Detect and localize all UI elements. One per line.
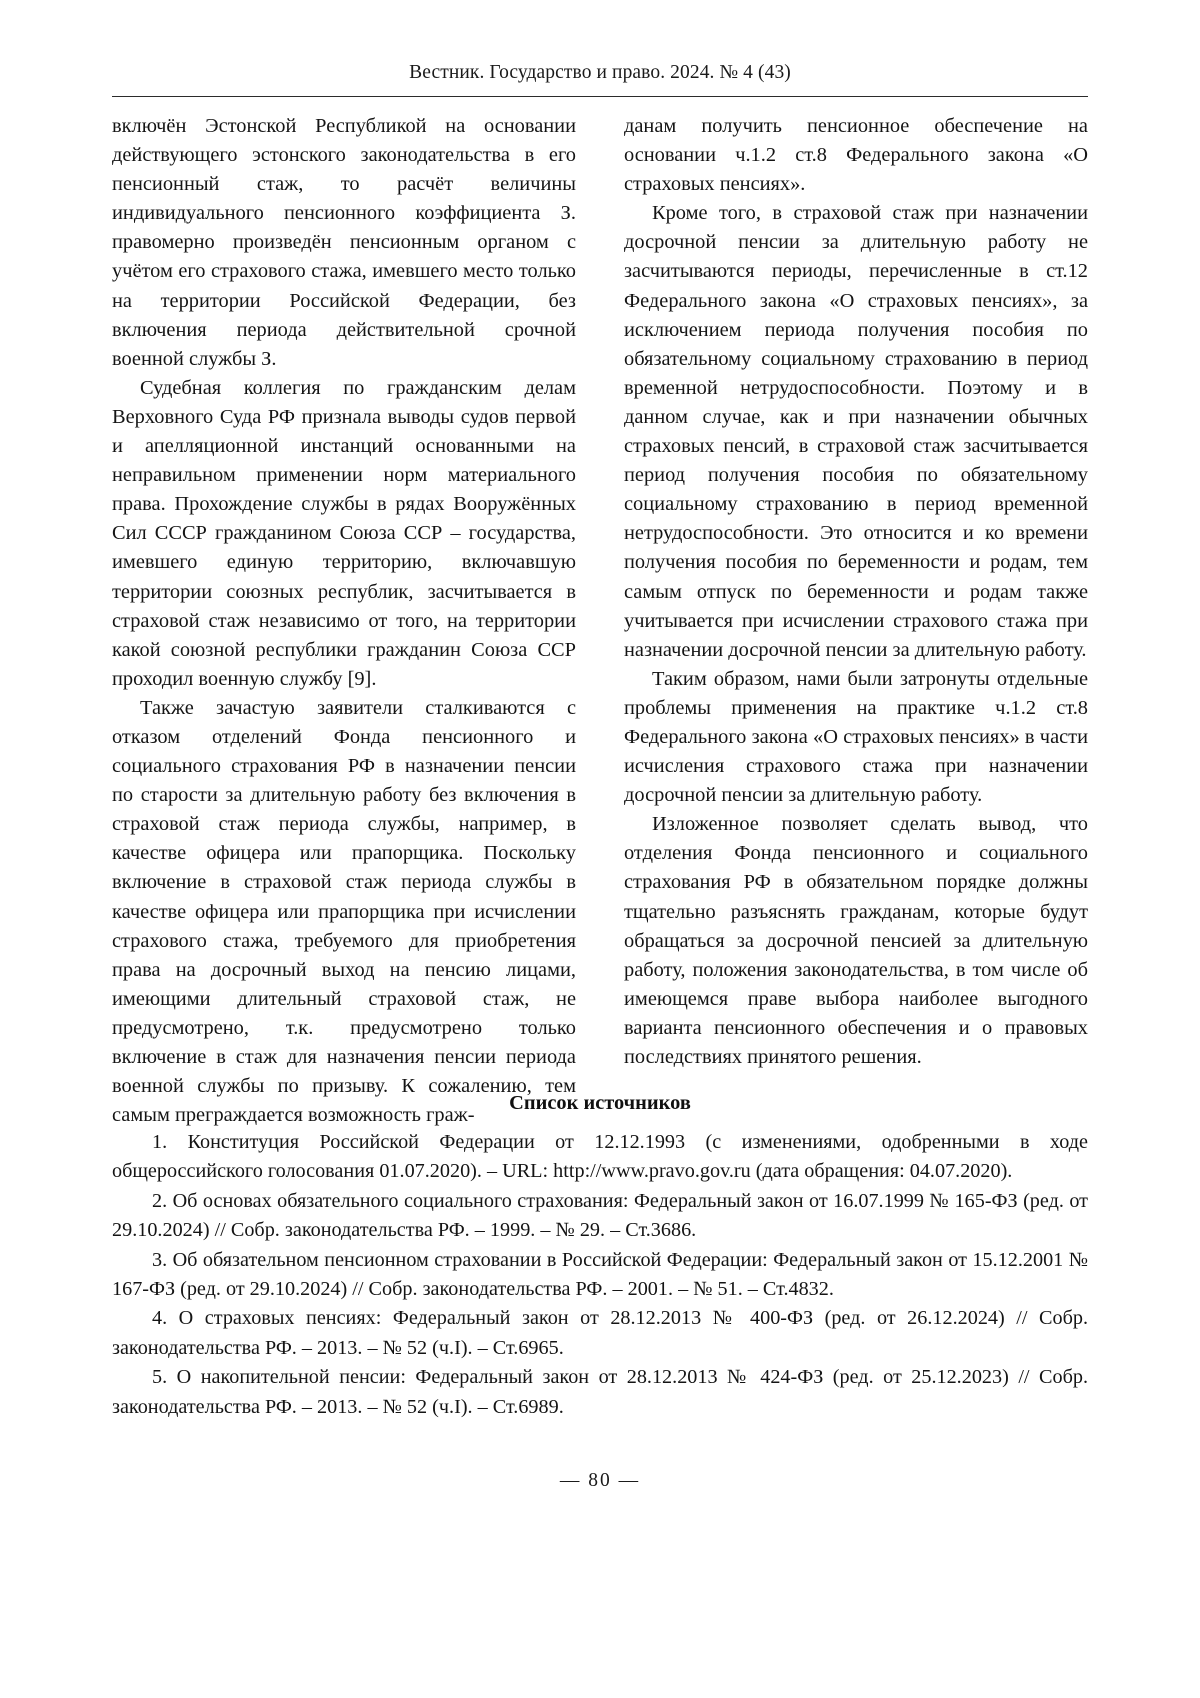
running-head: Вестник. Государство и право. 2024. № 4 (43) xyxy=(409,62,791,83)
paragraph: данам получить пенсионное обеспечение на основании ч.1.2 ст.8 Федерального закона «О страховых пенсиях». xyxy=(624,115,1088,196)
paragraph: включён Эстонской Республикой на основании действующего эстонского законодательства в его пенсионный стаж, то расчёт величины индивидуального пенсионного коэффициента З. правомерно произведён пенсионным органом с учётом его страхового стажа, имевшего место только на территории Российской Федерации, без включения периода действительной срочной военной службы З. xyxy=(112,115,576,370)
reference-item: 3. Об обязательном пенсионном страховании в Российской Федерации: Федеральный закон от 15.12.2001 № 167-ФЗ (ред. от 29.10.2024) // Собр. законодательства РФ. – 2001. – № 51. – Ст.4832. xyxy=(112,1248,1088,1301)
reference-item: 4. О страховых пенсиях: Федеральный закон от 28.12.2013 № 400-ФЗ (ред. от 26.12.2024) // Собр. законодательства РФ. – 2013. – № 52 (ч.I). – Ст.6965. xyxy=(112,1307,1088,1359)
reference-item: 1. Конституция Российской Федерации от 12.12.1993 (с изменениями, одобренными в ходе общероссийского голосования 01.07.2020). – URL: http://www.pravo.gov.ru (дата обращения: 04.07.2020). xyxy=(112,1131,1088,1183)
header-divider xyxy=(112,96,1088,97)
column-right xyxy=(624,112,1088,1130)
references-title: Список источников xyxy=(509,1092,691,1114)
paragraph: Изложенное позволяет сделать вывод, что отделения Фонда пенсионного и социального страхования РФ в обязательном порядке должны тщательно разъяснять гражданам, которые будут обращаться за досрочной пенсией за длительную работу, положения законодательства, в том числе об имеющемся праве выбора наиболее выгодного варианта пенсионного обеспечения и о правовых последствиях принятого решения. xyxy=(624,813,1088,1068)
paragraph: Таким образом, нами были затронуты отдельные проблемы применения на практике ч.1.2 ст.8 Федерального закона «О страховых пенсиях» в части исчисления страхового стажа при назначении досрочной пенсии за длительную работу. xyxy=(624,667,1088,807)
reference-item: 2. Об основах обязательного социального страхования: Федеральный закон от 16.07.1999 № 165-ФЗ (ред. от 29.10.2024) // Собр. законодательства РФ. – 1999. – № 29. – Ст.3686. xyxy=(112,1189,1088,1242)
page-number: — 80 — xyxy=(559,1470,641,1491)
body-columns xyxy=(112,112,1088,1130)
paragraph: Кроме того, в страховой стаж при назначении досрочной пенсии за длительную работу не засчитываются периоды, перечисленные в ст.12 Федерального закона «О страховых пенсиях», за исключением периода получения пособия по обязательному социальному страхованию в период временной нетрудоспособности. Поэтому и в данном случае, как и при назначении обычных страховых пенсий, в страховой стаж засчитывается период получения пособия по обязательному социальному страхованию в период временной нетрудоспособности. Это относится и ко времени получения пособия по беременности и родам, тем самым отпуск по беременности и родам также учитывается при исчислении страхового стажа при назначении досрочной пенсии за длительную работу. xyxy=(624,202,1088,661)
column-left xyxy=(112,112,576,1130)
reference-item: 5. О накопительной пенсии: Федеральный закон от 28.12.2013 № 424-ФЗ (ред. от 25.12.2023) // Собр. законодательства РФ. – 2013. – № 52 (ч.I). – Ст.6989. xyxy=(112,1366,1088,1418)
paragraph: Также зачастую заявители сталкиваются с отказом отделений Фонда пенсионного и социального страхования РФ в назначении пенсии по старости за длительную работу без включения в страховой стаж периода службы, например, в качестве офицера или прапорщика. Поскольку включение в страховой стаж периода службы в качестве офицера или прапорщика при исчислении страхового стажа, требуемого для приобретения права на досрочный выход на пенсию лицами, имеющими длительный страховой стаж, не предусмотрено, т.к. предусмотрено только включение в стаж для назначения пенсии периода военной службы по призыву. К сожалению, тем самым преграждается возможность граж- xyxy=(112,696,576,1127)
references-list xyxy=(112,1128,1088,1422)
paragraph: Судебная коллегия по гражданским делам Верховного Суда РФ признала выводы судов первой и апелляционной инстанций основанными на неправильном применении норм материального права. Прохождение службы в рядах Вооружённых Сил СССР гражданином Союза ССР – государства, имевшего единую территорию, включавшую территории союзных республик, засчитывается в страховой стаж независимо от того, на территории какой союзной республики гражданин Союза ССР проходил военную службу [9]. xyxy=(112,376,576,690)
